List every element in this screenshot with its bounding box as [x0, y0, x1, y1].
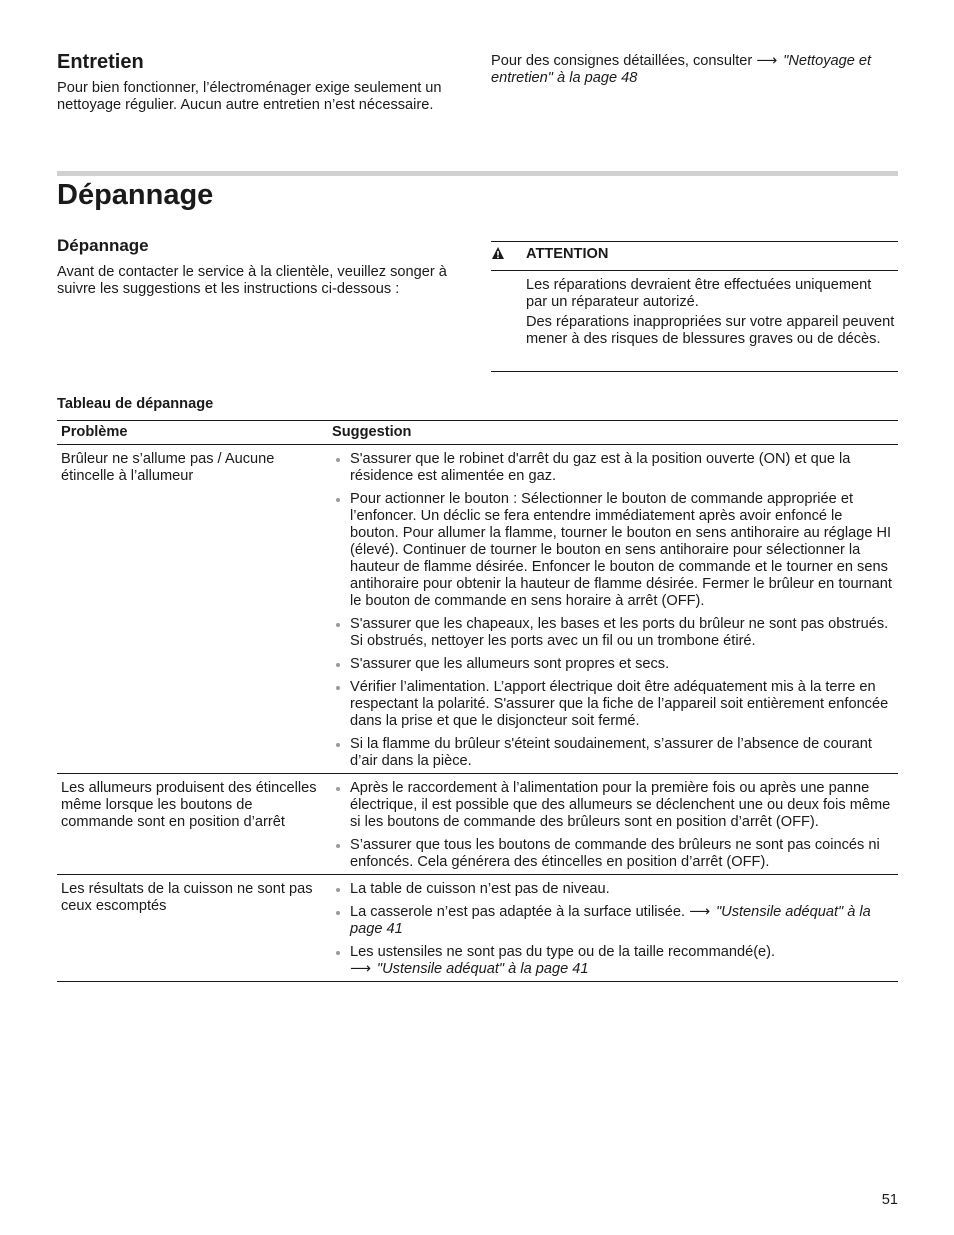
warning-bottom-rule — [491, 371, 898, 372]
suggestion-item: La table de cuisson n’est pas de niveau. — [350, 881, 894, 898]
suggestion-item: S'assurer que les chapeaux, les bases et les ports du brûleur ne sont pas obstrués. Si obstrués, nettoyer les ports avec un fil ou un trombone étiré. — [350, 616, 894, 650]
problem-cell: Brûleur ne s’allume pas / Aucune étincelle à l’allumeur — [57, 445, 328, 774]
table-row — [57, 774, 898, 875]
table-row — [57, 445, 898, 774]
suggestion-cell — [328, 875, 898, 982]
suggestion-text: Les ustensiles ne sont pas du type ou de la taille recommandé(e). — [350, 944, 776, 960]
section-subheading: Dépannage — [57, 236, 149, 255]
page-number: 51 — [881, 1192, 898, 1208]
suggestion-list — [332, 780, 894, 871]
suggestion-item — [350, 944, 894, 978]
column-header-suggestion: Suggestion — [328, 421, 898, 445]
suggestion-text: La casserole n’est pas adaptée à la surface utilisée. — [350, 904, 686, 920]
maintenance-heading: Entretien — [57, 51, 144, 73]
suggestion-item: Après le raccordement à l’alimentation pour la première fois ou après une panne électrique, il est possible que des allumeurs se déclenchent une ou deux fois même si les boutons de commande des brûleurs sont en position d’arrêt (OFF). — [350, 780, 894, 831]
problem-cell: Les résultats de la cuisson ne sont pas ceux escomptés — [57, 875, 328, 982]
warning-triangle-icon — [491, 246, 511, 265]
warning-paragraph: Des réparations inappropriées sur votre appareil peuvent mener à des risques de blessures graves ou de décès. — [526, 314, 895, 347]
suggestion-item: Pour actionner le bouton : Sélectionner le bouton de commande appropriée et l’enfoncer. Un déclic se fera entendre immédiatement après avoir enfoncé le bouton. Pour allumer la flamme, tourner le bouton en sens antihoraire au réglage HI (élevé). Continuer de tourner le bouton en sens antihoraire pour sélectionner la hauteur de flamme désirée. Enfoncer le bouton de commande et le tourner en sens antihoraire pour obtenir la hauteur de flamme désirée. Fermer le brûleur en tournant le bouton de commande en sens horaire à arrêt (OFF). — [350, 491, 894, 610]
suggestion-item: Vérifier l’alimentation. L’apport électrique doit être adéquatement mis à la terre en respectant la polarité. S'assurer que la fiche de l’appareil soit entièrement enfoncée dans la prise et que le disjoncteur soit fermé. — [350, 679, 894, 730]
suggestion-item — [350, 904, 894, 938]
cross-reference-link[interactable]: "Ustensile adéquat" à la page 41 — [376, 961, 589, 977]
warning-header — [491, 246, 898, 266]
arrow-right-icon: ⟶ — [350, 961, 371, 977]
table-caption: Tableau de dépannage — [57, 396, 214, 412]
troubleshooting-table — [57, 420, 898, 982]
suggestion-item: Si la flamme du brûleur s'éteint soudainement, s’assurer de l’absence de courant d’air dans la pièce. — [350, 736, 894, 770]
warning-paragraph: Les réparations devraient être effectuées uniquement par un réparateur autorizé. — [526, 277, 872, 310]
warning-top-rule — [491, 241, 898, 242]
maintenance-reference-prefix: Pour des consignes détaillées, consulter — [491, 53, 753, 69]
column-header-problem: Problème — [57, 421, 328, 445]
suggestion-item: S'assurer que les allumeurs sont propres et secs. — [350, 656, 894, 673]
suggestion-cell — [328, 445, 898, 774]
table-header-row — [57, 421, 898, 445]
maintenance-body: Pour bien fonctionner, l’électroménager exige seulement un nettoyage régulier. Aucun autre entretien n’est nécessaire. — [57, 80, 442, 113]
problem-cell: Les allumeurs produisent des étincelles même lorsque les boutons de commande sont en position d’arrêt — [57, 774, 328, 875]
suggestion-list — [332, 881, 894, 978]
arrow-right-icon: ⟶ — [689, 904, 710, 920]
section-intro: Avant de contacter le service à la clientèle, veuillez songer à suivre les suggestions et les instructions ci-dessous : — [57, 264, 447, 297]
section-divider — [57, 171, 898, 176]
arrow-right-icon: ⟶ — [756, 53, 778, 69]
suggestion-list — [332, 451, 894, 770]
suggestion-cell — [328, 774, 898, 875]
suggestion-item: S'assurer que le robinet d'arrêt du gaz est à la position ouverte (ON) et que la résidence est alimentée en gaz. — [350, 451, 894, 485]
maintenance-reference — [491, 53, 901, 87]
cross-reference-link[interactable]: "Ustensile adéquat" à la page 41 — [350, 904, 871, 937]
table-row — [57, 875, 898, 982]
warning-label: ATTENTION — [526, 246, 609, 262]
maintenance-reference-link[interactable]: "Nettoyage et entretien" à la page 48 — [491, 53, 872, 86]
suggestion-item: S’assurer que tous les boutons de commande des brûleurs ne sont pas coincés ni enfoncés. Cela générera des étincelles en position d’arrêt (OFF). — [350, 837, 894, 871]
warning-separator — [491, 270, 898, 271]
section-title: Dépannage — [57, 179, 214, 211]
